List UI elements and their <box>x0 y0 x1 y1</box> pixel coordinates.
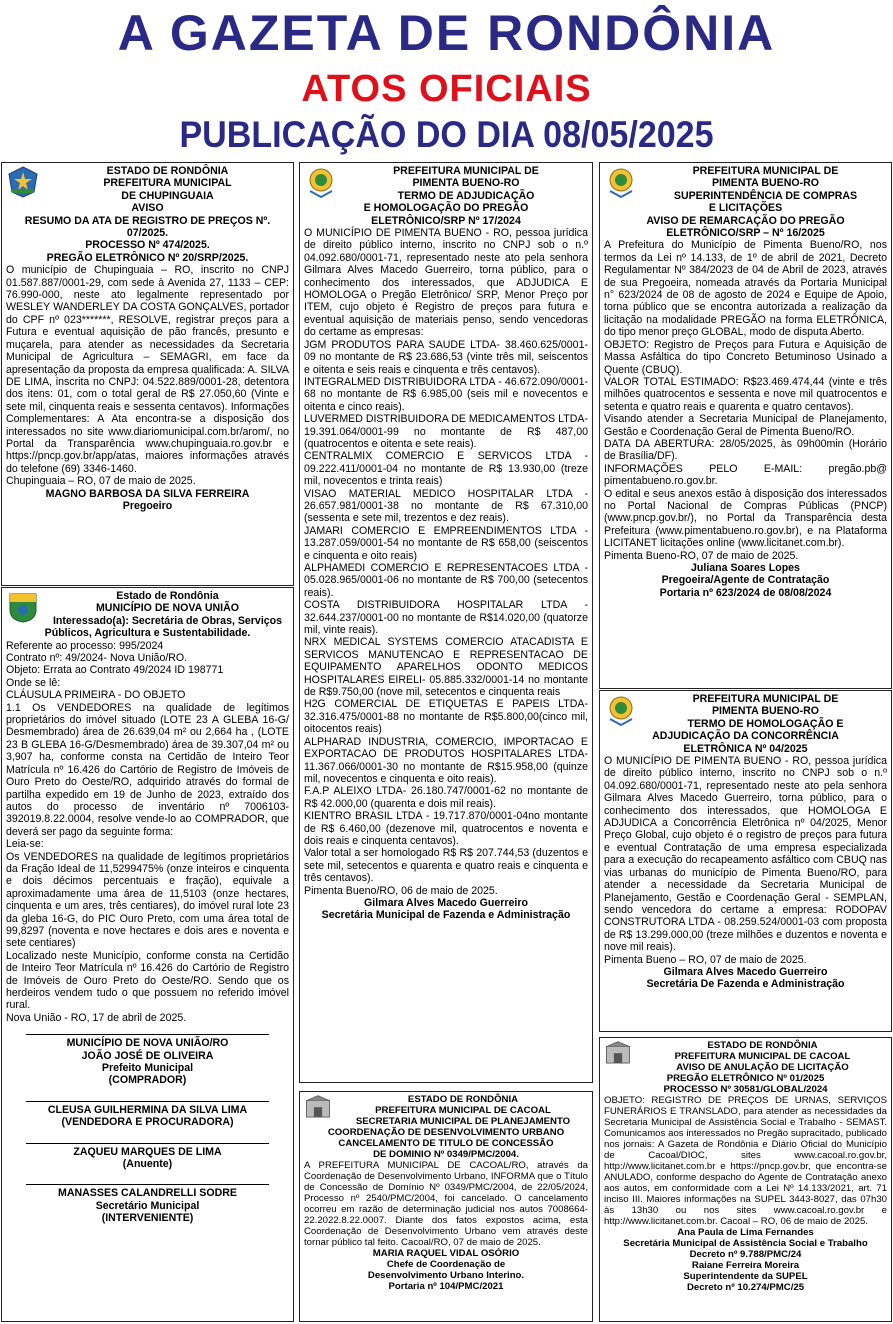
total-value: Valor total a ser homologado R$ R$ 207.744,53 (duzentos e sete mil, setecentos e quarenta e quatro reais e cinquenta e três centavos). <box>304 847 588 885</box>
notice-body: A Prefeitura do Município de Pimenta Bueno/RO, nos termos da Lei nº 14.133, de 1º de abril de 2021, Decreto Regulamentar Nº 384/2023 de 04 de Abril de 2023, através de sua Pregoeira, nomeada através da Portaria Municipal n° 623/2024 de 08 de agosto de 2024 e Equipe de Apoio, torna público que se encontra autorizada a realização da licitação na modalidade PREGÃO na forma ELETRÔNICA, do tipo menor preço GLOBAL, modo de disputa Aberto. <box>604 239 887 339</box>
vendor-item: KIENTRO BRASIL LTDA - 19.717.870/0001-04no montante de R$ 6.460,00 (dezenove mil, quatrocentos e noventa e dois reais e cinquenta centavos). <box>304 810 588 847</box>
signature-text: Portaria nº 623/2024 de 08/08/2024 <box>659 586 832 599</box>
notice-pimenta-bueno-pregao-17 <box>299 162 593 1083</box>
estimated-value: VALOR TOTAL ESTIMADO: R$23.469.474,44 (vinte e três milhões quatrocentos e sessenta e nove mil quatrocentos e setenta e quatro reais e quarenta e quatro centavos). <box>604 375 887 413</box>
vendor-item: INTEGRALMED DISTRIBUIDORA LTDA - 46.672.090/0001-68 no montante de R$ 6.985,00 (seis mil e novecentos e oitenta e cinco reais). <box>304 375 588 413</box>
header-line: ELETRÔNICO/SRP Nº 17/2024 <box>371 214 521 227</box>
header-line: Estado de Rondônia <box>116 590 219 602</box>
clause-corrected: Os VENDEDORES na qualidade de legítimos proprietários da Fração Ideal de 11,5299475% (onze inteiros e cinquenta e dois décimos percentuais e fração), equivale a aproximadamente uma área de 11,5103 (onze hectares, cinquenta e um ares, três centiares), do imóvel rural lote 23 da gleba 16-G, do PIC Ouro Preto, com uma área total de 99,8297 (noventa e nove hectares e dois ares e noventa e sete centiares) <box>6 850 289 950</box>
vendor-item: LUVERMED DISTRIBUIDORA DE MEDICAMENTOS LTDA- 19.391.064/0001-99 no montante de R$ 487,00 (quatrocentos e oitenta e sete reais). <box>304 413 588 450</box>
header-line: DE DOMINIO Nº 0349/PMC/2004. <box>373 1149 519 1160</box>
signature-text: Desenvolvimento Urbano Interino. <box>367 1270 525 1281</box>
rondonia-coat-of-arms-icon <box>6 165 40 199</box>
header-line: ADJUDICAÇÃO DA CONCORRÊNCIA <box>652 730 839 743</box>
edital-availability: O edital e seus anexos estão à disposição dos interessados no Portal Nacional de Compras Públicas (PNCP) (www.pncp.gov.br/), no Portal da Transparência desta Prefeitura (www.pimentabueno.ro.gov.br), e na Plataforma LICITANET licitações online (www.licitanet.com.br). <box>604 487 887 550</box>
newspaper-title: A GAZETA DE RONDÔNIA <box>117 5 776 61</box>
signature-text: Superintendente da SUPEL <box>683 1271 808 1282</box>
notice-nova-uniao <box>1 587 294 1322</box>
notice-chupinguaia <box>1 162 294 586</box>
signer-name: MAGNO BARBOSA DA SILVA FERREIRA <box>45 487 250 500</box>
header-line: PREFEITURA MUNICIPAL <box>103 177 232 190</box>
notice-object: OBJETO: Registro de Preços para Futura e Aquisição de Massa Asfáltica do tipo Concreto Betuminoso Usinado a Quente (CBUQ). <box>604 338 887 376</box>
signature-text: Chefe de Coordenação de <box>386 1259 506 1270</box>
notice-cacoal-anulacao <box>599 1037 892 1322</box>
signature-text: Decreto nº 9.788/PMC/24 <box>689 1249 802 1260</box>
notice-pimenta-bueno-concorrencia-04 <box>599 690 892 1032</box>
header-line: SUPERINTENDÊNCIA DE COMPRAS <box>673 189 858 202</box>
notice-body: O MUNICÍPIO DE PIMENTA BUENO - RO, pessoa jurídica de direito público interno, inscrito no CNPJ sob o n.º 04.092.680/0001-71, representado neste ato pela senhora Gilmara Alves Macedo Guerreiro, torna público, para o conhecimento dos interessados, que HOMOLOGA E ADJUDICA a Concorrência Eletrônica nº 04/2025, Menor Preço Global, cujo objeto é o registro de preços para futura e eventual Contratação de uma empresa especializada para a execução do recapeamento asfáltico com CBUQ nas vias urbanas do município de Pimenta Bueno/RO, para atender a necessidade da Secretaria Municipal de Planejamento, Gestão e Coordenação Geral - SEMPLAN, sendo vencedora do certame a empresa: RODOPAV CONSTRUTORA LTDA - 08.259.524/0001-03 com proposta de R$ 13.299.000,00 (treze milhões e duzentos e noventa e nove mil reais). <box>604 755 887 954</box>
notice-body: OBJETO: REGISTRO DE PREÇOS DE URNAS, SERVIÇOS FUNERÁRIOS E TRANSLADO, para atender as necessidades da Secretaria Municipal de Assistência Social e Trabalho - SEMAST. Comunicamos aos interessados no Pregão supracitado, publicado nos jornais: A Gazeta de Rondônia e Diário Oficial do Município de Cacoal/DIOC, sites www.cacoal.ro.gov.br, http://www.licitanet.com.br e https://pncp.gov.br, que encontra-se ANULADO, conforme despacho do Agente de Contratação anexo aos autos, em conformidade com a Lei Nº 14.133/2021, art. 71 inciso III. Maiores informações na SUPEL 3443-8027, das 07h30 às 13h30 ou nos sites www.cacoal.ro.gov.br e http://www.licitanet.com.br. Cacoal – RO, 06 de maio de 2025. <box>604 1095 887 1227</box>
header-line: PREGÃO ELETRÔNICO Nº 20/SRP/2025. <box>46 251 249 264</box>
header-line: SECRETARIA MUNICIPAL DE PLANEJAMENTO <box>355 1116 571 1127</box>
signature-text: Ana Paula de Lima Fernandes <box>677 1227 814 1238</box>
signature-text: MUNICÍPIO DE NOVA UNIÃO/RO <box>66 1037 229 1050</box>
signature-text: Gilmara Alves Macedo Guerreiro <box>663 965 828 978</box>
header-line: CANCELAMENTO DE TITULO DE CONCESSÃO <box>338 1138 554 1149</box>
vendor-item: VISAO MATERIAL MEDICO HOSPITALAR LTDA - 26.657.981/0001-38 no montante de R$ 67.310,00 (sessenta e sete mil, trezentos e dez reais). <box>304 487 588 525</box>
signature-text: Prefeito Municipal <box>101 1062 194 1075</box>
clause-location: Localizado neste Município, conforme consta na Certidão de Inteiro Teor Matrícula nº 16.426 do Cartório de Registro de Imóveis de Ouro Preto do Oeste/RO. Sendo que os herdeiros vendem tudo o que possuem no referido imóvel rural. <box>6 949 289 1012</box>
header-line: PREFEITURA MUNICIPAL DE CACOAL <box>375 1105 551 1116</box>
header-line: TERMO DE HOMOLOGAÇÃO E <box>687 717 844 730</box>
header-line: PREGÃO ELETRÔNICO Nº 01/2025 <box>666 1073 825 1084</box>
notice-date: Pimenta Bueno-RO, 07 de maio de 2025. <box>604 549 799 562</box>
vendor-item: JGM PRODUTOS PARA SAUDE LTDA- 38.460.625/0001-09 no montante de R$ 23.686,53 (vinte três mil, seiscentos e oitenta e seis reais e cinquenta e três centavos). <box>304 338 588 376</box>
notice-date: Pimenta Bueno/RO, 06 de maio de 2025. <box>304 884 498 897</box>
header-line: RESUMO DA ATA DE REGISTRO DE PREÇOS Nº. 07/2025. <box>24 214 271 240</box>
signature-text: Juliana Soares Lopes <box>691 562 800 574</box>
signature-text: (Anuente) <box>122 1158 173 1171</box>
pimenta-bueno-coat-of-arms-icon <box>604 693 638 727</box>
vendor-item: NRX MEDICAL SYSTEMS COMERCIO ATACADISTA E SERVICOS MANUTENCAO E REPRESENTACAO DE EQUIPAMENTO APARELHOS ODONTO MEDICOS HOSPITALARES EIRELI- 05.885.332/0001-14 no montante de R$9.750,00 (nove mil, setecentos e cinquenta reais <box>304 636 588 699</box>
notice-body: A PREFEITURA MUNICIPAL DE CACOAL/RO, através da Coordenação de Desenvolvimento Urbano, INFORMA que o Título de Concessão de Domínio Nº 0349/PMC/2004, de 22/05/2024, Processo nº 2540/PMC/2004, foi cancelado. O cancelamento ocorreu em razão de determinação judicial nos autos 7008664-22.2022.8.22.0007. Diante dos fatos expostos acima, esta Coordenação de Desenvolvimento Urbano vem através deste tornar público tal feito. Cacoal/RO, 07 de maio de 2025. <box>304 1160 588 1248</box>
signature-line <box>26 1034 269 1035</box>
header-line: AVISO DE ANULAÇÃO DE LICITAÇÃO <box>676 1062 849 1073</box>
pimenta-bueno-coat-of-arms-icon <box>604 165 638 199</box>
signature-text: Portaria nº 104/PMC/2021 <box>388 1281 504 1292</box>
header-line: PIMENTA BUENO-RO <box>412 177 520 190</box>
header-line: TERMO DE ADJUDICAÇÃO <box>397 189 535 202</box>
header-line: MUNICÍPIO DE NOVA UNIÃO <box>95 602 240 615</box>
contact-email: INFORMAÇÕES PELO E-MAIL: pregão.pb@ pimentabueno.ro.gov.br. <box>604 462 887 488</box>
nova-uniao-coat-of-arms-icon <box>6 590 40 624</box>
header-line: PREFEITURA MUNICIPAL DE CACOAL <box>674 1051 851 1062</box>
notice-target: Visando atender a Secretaria Municipal de Planejamento, Gestão e Coordenação Geral de Pimenta Bueno/RO. <box>604 413 887 438</box>
signature-text: Pregoeira/Agente de Contratação <box>661 574 830 587</box>
header-line: DE CHUPINGUAIA <box>121 189 214 202</box>
signature-text: (VENDEDORA E PROCURADORA) <box>61 1116 234 1129</box>
signature-text: Raiane Ferreira Moreira <box>691 1260 800 1271</box>
signer-name: Gilmara Alves Macedo Guerreiro <box>364 896 528 909</box>
vendor-item: ALPHAMEDI COMERCIO E REPRESENTACOES LTDA - 05.028.965/0001-06 no montante de R$ 700,00 (setecentos reais). <box>304 562 588 599</box>
signature-text: CLEUSA GUILHERMINA DA SILVA LIMA <box>47 1103 248 1116</box>
vendor-item: JAMARI COMERCIO E EMPREENDIMENTOS LTDA - 13.287.059/0001-54 no montante de R$ 658,00 (seiscentos e cinquenta e oito reais) <box>304 524 588 562</box>
signature-text: JOÃO JOSÉ DE OLIVEIRA <box>81 1049 214 1062</box>
signature-text: Secretária De Fazenda e Administração <box>646 978 845 991</box>
signature-line <box>26 1184 269 1185</box>
header-line: E HOMOLOGAÇÃO DO PREGÃO <box>363 202 529 215</box>
clause-original: 1.1 Os VENDEDORES na qualidade de legítimos proprietários do imóvel situado (LOTE 23 A GLEBA 16-G/ Desmembrado) área de 26.639,04 m² ou 2,664 ha , (LOTE 23 B GLEBA 16-G/Desmembrado) área de 39.307,04 m² ou 3,907 ha, conforme consta na Certidão de Inteiro Teor Matrícula nº 16.426 do Cartório de Registro de Imóveis de Ouro Preto do Oeste/RO, adquirido através do formal de partilha expedido em 19 de Junho de 2023, extraído dos autos do processo de inventário nº 7006103-392019.8.22.0004, resolve vende-lo ao COMPRADOR, que deverá ser pago da seguinte forma: <box>6 701 289 838</box>
opening-date: DATA DA ABERTURA: 28/05/2025, às 09h00min (Horário de Brasília/DF). <box>604 437 887 463</box>
notice-cacoal-cancelamento <box>299 1091 593 1322</box>
section-title: ATOS OFICIAIS <box>301 68 592 110</box>
notice-date: Chupinguaia – RO, 07 de maio de 2025. <box>6 475 196 488</box>
header-line: ESTADO DE RONDÔNIA <box>106 165 229 177</box>
ref-line: Objeto: Errata ao Contrato 49/2024 ID 198771 <box>6 664 224 677</box>
header-line: AVISO <box>131 202 164 215</box>
vendor-item: H2G COMERCIAL DE ETIQUETAS E PAPEIS LTDA-32.316.475/0001-88 no montante de R$5.800,00(cinco mil, oitocentos reais) <box>304 698 588 736</box>
header-line: ELETRÔNICA Nº 04/2025 <box>683 742 808 755</box>
header-line: PREFEITURA MUNICIPAL DE <box>692 693 839 705</box>
ref-line: Onde se lê: <box>6 676 61 689</box>
header-line: ESTADO DE RONDÔNIA <box>707 1040 818 1051</box>
ref-line: Referente ao processo: 995/2024 <box>6 639 164 652</box>
header-line: PROCESSO Nº 474/2025. <box>85 239 210 252</box>
notice-pimenta-bueno-pregao-16 <box>599 162 892 689</box>
leia-se-label: Leia-se: <box>6 838 44 851</box>
signer-role: Pregoeiro <box>122 499 173 512</box>
header-line: AVISO DE REMARCAÇÃO DO PREGÃO <box>646 214 845 227</box>
signature-text: MARIA RAQUEL VIDAL OSÓRIO <box>372 1248 520 1259</box>
header-line: COORDENAÇÃO DE DESENVOLVIMENTO URBANO <box>327 1127 565 1138</box>
signature-text: ZAQUEU MARQUES DE LIMA <box>73 1145 222 1158</box>
signature-text: Secretário Municipal <box>95 1199 200 1212</box>
ref-line: Contrato nº: 49/2024- Nova União/RO. <box>6 652 188 665</box>
header-line: PIMENTA BUENO-RO <box>711 177 820 190</box>
signature-line <box>26 1101 269 1102</box>
vendor-item: COSTA DISTRIBUIDORA HOSPITALAR LTDA - 32.644.237/0001-00 no montante de R$14.020,00 (quatorze mil, vinte reais). <box>304 599 588 637</box>
ref-line: CLÁUSULA PRIMEIRA - DO OBJETO <box>6 689 186 702</box>
vendor-item: ALPHARAD INDUSTRIA, COMERCIO, IMPORTACAO E EXPORTACAO DE PRODUTOS HOSPITALARES LTDA- 11.367.066/0001-30 no montante de R$15.958,00 (quinze mil, novecentos e cinquenta e oito reais). <box>304 735 588 785</box>
header-line: PROCESSO Nº 30581/GLOBAL/2024 <box>663 1084 828 1095</box>
signature-text: MANASSES CALANDRELLI SODRE <box>58 1187 237 1200</box>
header-line: ELETRÔNICO/SRP – Nº 16/2025 <box>666 227 825 240</box>
signature-text: Secretária Municipal de Assistência Social e Trabalho <box>623 1238 868 1249</box>
cacoal-coat-of-arms-icon <box>604 1040 632 1068</box>
header-line: Interessado(a): Secretária de Obras, Serviços Públicos, Agricultura e Sustentabilidade. <box>44 614 283 640</box>
publication-date: PUBLICAÇÃO DO DIA 08/05/2025 <box>179 114 714 155</box>
signature-line <box>26 1143 269 1144</box>
header-line: E LICITAÇÕES <box>708 202 783 215</box>
header-line: PREFEITURA MUNICIPAL DE <box>692 165 839 177</box>
notice-body: O município de Chupinguaia – RO, inscrito no CNPJ 01.587.887/0001-29, com sede à Avenida 27, 1133 – CEP: 76.990-000, neste ato legalmente representado por WESLEY WANDERLEY DA COSTA GONÇALVES, portador do CPF nº 023*******, RESOLVE, registrar preços para a Futura e eventual aquisição de pão francês, presunto e muçarela, para atender as necessidades da Secretaria Municipal de Agricultura – SEMAGRI, em face da apresentação da proposta da empresa qualificada: A. SILVA DE LIMA, inscrita no CNPJ: 04.522.889/0001-28, detentora dos itens: 01, com o total geral de R$ 27.050,60 (Vinte e sete mil, cinquenta reais e sessenta centavos). Informações Complementares: A Ata encontra-se a disposição dos interessados no site www.diariomunicipal.com.br/arom/, no Portal da Transparência www.chupinguaia.ro.gov.br e https://pncp.gov.br/app/atas, maiores informações através do telefone (69) 3346-1460. <box>6 264 289 475</box>
vendor-item: CENTRALMIX COMERCIO E SERVICOS LTDA - 09.222.411/0001-04 no montante de R$ 13.930,00 (treze mil, novecentos e trinta reais) <box>304 450 588 488</box>
signature-text: Decreto nº 10.274/PMC/25 <box>686 1282 805 1293</box>
header-line: ESTADO DE RONDÔNIA <box>407 1094 519 1105</box>
signature-text: (COMPRADOR) <box>108 1074 187 1087</box>
signer-role: Secretária Municipal de Fazenda e Administração <box>321 909 571 922</box>
notice-body: O MUNICÍPIO DE PIMENTA BUENO - RO, pessoa jurídica de direito público interno, inscrito no CNPJ sob o n.º 04.092.680/0001-71, representado neste ato pela senhora Gilmara Alves Macedo Guerreiro, torna público, para o conhecimento dos interessados, que ADJUDICA E HOMOLOGA o Pregão Eletrônico/ SRP, Menor Preço por ITEM, cujo objeto é Registro de preços para futura e eventual aquisição de materiais penso, sendo vencedoras do certame as empresas: <box>304 227 588 339</box>
pimenta-bueno-coat-of-arms-icon <box>304 165 338 199</box>
notice-date: Pimenta Bueno – RO, 07 de maio de 2025. <box>604 953 807 966</box>
notice-date: Nova União - RO, 17 de abril de 2025. <box>6 1011 187 1024</box>
header-line: PREFEITURA MUNICIPAL DE <box>393 165 539 177</box>
signature-text: (INTERVENIENTE) <box>101 1212 194 1225</box>
header-line: PIMENTA BUENO-RO <box>711 705 820 718</box>
vendor-item: F.A.P ALEIXO LTDA- 26.180.747/0001-62 no montante de R$ 42.000,00 (quarenta e dois mil reais). <box>304 785 588 810</box>
cacoal-coat-of-arms-icon <box>304 1094 332 1122</box>
